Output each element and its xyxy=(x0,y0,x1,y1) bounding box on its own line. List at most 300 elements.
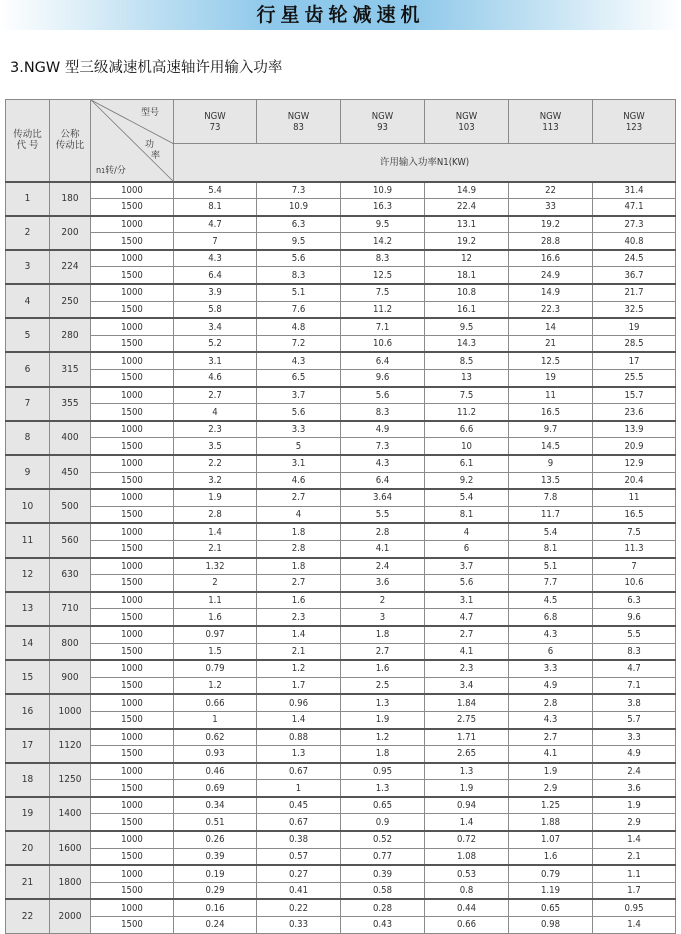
ratio-code-cell: 20 xyxy=(6,831,50,865)
speed-cell: 1500 xyxy=(91,917,174,934)
power-value-cell: 36.7 xyxy=(593,267,676,284)
power-value-cell: 1.3 xyxy=(257,746,341,763)
speed-cell: 1000 xyxy=(91,318,174,335)
power-value-cell: 0.93 xyxy=(174,746,257,763)
speed-cell: 1500 xyxy=(91,609,174,626)
power-value-cell: 27.3 xyxy=(593,216,676,233)
power-value-cell: 7 xyxy=(593,558,676,575)
power-value-cell: 16.5 xyxy=(509,404,593,421)
nominal-ratio-cell: 224 xyxy=(50,250,91,284)
header-ratio-code: 传动比 代 号 xyxy=(6,100,50,182)
speed-cell: 1000 xyxy=(91,284,174,301)
power-value-cell: 0.66 xyxy=(425,917,509,934)
power-value-cell: 0.67 xyxy=(257,814,341,831)
power-value-cell: 1.2 xyxy=(174,677,257,694)
power-value-cell: 3.2 xyxy=(174,472,257,489)
power-value-cell: 3.9 xyxy=(174,284,257,301)
speed-cell: 1000 xyxy=(91,523,174,540)
speed-cell: 1000 xyxy=(91,694,174,711)
power-value-cell: 0.9 xyxy=(341,814,425,831)
power-value-cell: 19.2 xyxy=(509,216,593,233)
nominal-ratio-cell: 630 xyxy=(50,558,91,592)
power-value-cell: 2.3 xyxy=(257,609,341,626)
power-value-cell: 7.5 xyxy=(425,387,509,404)
power-value-cell: 1.88 xyxy=(509,814,593,831)
power-value-cell: 3.3 xyxy=(509,660,593,677)
power-value-cell: 2.7 xyxy=(425,626,509,643)
power-value-cell: 2.4 xyxy=(593,763,676,780)
power-value-cell: 22.4 xyxy=(425,199,509,216)
power-value-cell: 1.4 xyxy=(257,711,341,728)
power-value-cell: 3.1 xyxy=(425,592,509,609)
ratio-code-cell: 8 xyxy=(6,421,50,455)
power-value-cell: 5.6 xyxy=(257,404,341,421)
table-row xyxy=(6,814,676,831)
header-model-5: NGW 113 xyxy=(509,100,593,144)
power-value-cell: 13.9 xyxy=(593,421,676,438)
power-value-cell: 2.3 xyxy=(425,660,509,677)
ratio-code-cell: 13 xyxy=(6,592,50,626)
power-value-cell: 8.3 xyxy=(257,267,341,284)
power-value-cell: 7.7 xyxy=(509,575,593,592)
power-value-cell: 2.7 xyxy=(174,387,257,404)
power-value-cell: 11.7 xyxy=(509,506,593,523)
power-value-cell: 1.1 xyxy=(593,865,676,882)
power-value-cell: 1.9 xyxy=(174,489,257,506)
table-row xyxy=(6,455,676,472)
power-value-cell: 1.3 xyxy=(341,780,425,797)
table-row xyxy=(6,540,676,557)
power-value-cell: 2.5 xyxy=(341,677,425,694)
speed-cell: 1500 xyxy=(91,643,174,660)
header-power-label: 许用输入功率N1(KW) xyxy=(174,144,676,182)
power-value-cell: 0.65 xyxy=(509,899,593,916)
speed-cell: 1500 xyxy=(91,814,174,831)
header-corner-cell xyxy=(91,100,174,182)
speed-cell: 1500 xyxy=(91,677,174,694)
power-value-cell: 9.2 xyxy=(425,472,509,489)
speed-cell: 1500 xyxy=(91,301,174,318)
power-value-cell: 0.43 xyxy=(341,917,425,934)
power-value-cell: 0.58 xyxy=(341,882,425,899)
power-value-cell: 1.6 xyxy=(341,660,425,677)
power-value-cell: 2.9 xyxy=(593,814,676,831)
table-row xyxy=(6,763,676,780)
table-row xyxy=(6,882,676,899)
power-value-cell: 19 xyxy=(593,318,676,335)
ratio-code-cell: 4 xyxy=(6,284,50,318)
power-value-cell: 4.9 xyxy=(593,746,676,763)
table-row xyxy=(6,404,676,421)
power-value-cell: 32.5 xyxy=(593,301,676,318)
power-value-cell: 3.1 xyxy=(257,455,341,472)
power-table xyxy=(5,99,676,934)
power-value-cell: 6 xyxy=(509,643,593,660)
power-value-cell: 2.4 xyxy=(341,558,425,575)
power-value-cell: 3.6 xyxy=(593,780,676,797)
power-value-cell: 4 xyxy=(174,404,257,421)
power-value-cell: 7.5 xyxy=(341,284,425,301)
power-value-cell: 2.1 xyxy=(257,643,341,660)
power-value-cell: 0.8 xyxy=(425,882,509,899)
power-value-cell: 16.3 xyxy=(341,199,425,216)
power-value-cell: 7.6 xyxy=(257,301,341,318)
speed-cell: 1000 xyxy=(91,558,174,575)
power-value-cell: 40.8 xyxy=(593,233,676,250)
power-value-cell: 19 xyxy=(509,370,593,387)
power-value-cell: 16.5 xyxy=(593,506,676,523)
power-value-cell: 9.5 xyxy=(257,233,341,250)
power-value-cell: 4.5 xyxy=(509,592,593,609)
speed-cell: 1500 xyxy=(91,780,174,797)
speed-cell: 1000 xyxy=(91,797,174,814)
header-model-6: NGW 123 xyxy=(593,100,676,144)
table-row xyxy=(6,848,676,865)
power-value-cell: 5.4 xyxy=(425,489,509,506)
power-value-cell: 1.07 xyxy=(509,831,593,848)
power-value-cell: 8.3 xyxy=(341,250,425,267)
power-value-cell: 11.3 xyxy=(593,540,676,557)
ratio-code-cell: 3 xyxy=(6,250,50,284)
power-value-cell: 0.24 xyxy=(174,917,257,934)
speed-cell: 1000 xyxy=(91,763,174,780)
power-value-cell: 13.1 xyxy=(425,216,509,233)
speed-cell: 1500 xyxy=(91,848,174,865)
power-value-cell: 6.8 xyxy=(509,609,593,626)
power-value-cell: 2.65 xyxy=(425,746,509,763)
power-value-cell: 5.6 xyxy=(257,250,341,267)
table-row xyxy=(6,199,676,216)
power-value-cell: 23.6 xyxy=(593,404,676,421)
power-value-cell: 1 xyxy=(174,711,257,728)
speed-cell: 1500 xyxy=(91,711,174,728)
speed-cell: 1000 xyxy=(91,626,174,643)
power-value-cell: 14.9 xyxy=(425,182,509,199)
table-row xyxy=(6,643,676,660)
nominal-ratio-cell: 800 xyxy=(50,626,91,660)
power-value-cell: 0.39 xyxy=(341,865,425,882)
speed-cell: 1500 xyxy=(91,199,174,216)
ratio-code-cell: 22 xyxy=(6,899,50,933)
power-value-cell: 8.1 xyxy=(425,506,509,523)
table-row xyxy=(6,523,676,540)
power-value-cell: 1.2 xyxy=(257,660,341,677)
speed-cell: 1500 xyxy=(91,540,174,557)
power-value-cell: 2.8 xyxy=(509,694,593,711)
power-value-cell: 0.72 xyxy=(425,831,509,848)
power-value-cell: 8.3 xyxy=(341,404,425,421)
header-model-3: NGW 93 xyxy=(341,100,425,144)
power-value-cell: 1.5 xyxy=(174,643,257,660)
power-value-cell: 1.8 xyxy=(257,523,341,540)
header-model-1: NGW 73 xyxy=(174,100,257,144)
power-value-cell: 0.44 xyxy=(425,899,509,916)
table-row xyxy=(6,421,676,438)
power-value-cell: 3.1 xyxy=(174,352,257,369)
power-value-cell: 4.9 xyxy=(509,677,593,694)
power-value-cell: 2.7 xyxy=(341,643,425,660)
speed-cell: 1000 xyxy=(91,729,174,746)
power-value-cell: 5.4 xyxy=(509,523,593,540)
power-value-cell: 2.3 xyxy=(174,421,257,438)
power-value-cell: 0.33 xyxy=(257,917,341,934)
power-value-cell: 4.9 xyxy=(341,421,425,438)
power-value-cell: 7.8 xyxy=(509,489,593,506)
table-row xyxy=(6,592,676,609)
table-row xyxy=(6,694,676,711)
table-row xyxy=(6,250,676,267)
power-value-cell: 6.6 xyxy=(425,421,509,438)
power-value-cell: 6.1 xyxy=(425,455,509,472)
power-value-cell: 0.16 xyxy=(174,899,257,916)
power-value-cell: 3.3 xyxy=(257,421,341,438)
nominal-ratio-cell: 280 xyxy=(50,318,91,352)
ratio-code-cell: 10 xyxy=(6,489,50,523)
table-row xyxy=(6,711,676,728)
power-value-cell: 0.26 xyxy=(174,831,257,848)
power-value-cell: 19.2 xyxy=(425,233,509,250)
nominal-ratio-cell: 180 xyxy=(50,182,91,216)
table-row xyxy=(6,746,676,763)
header-nominal-ratio: 公称 传动比 xyxy=(50,100,91,182)
power-value-cell: 7.2 xyxy=(257,335,341,352)
power-value-cell: 5.1 xyxy=(509,558,593,575)
power-value-cell: 3.4 xyxy=(174,318,257,335)
power-value-cell: 47.1 xyxy=(593,199,676,216)
power-value-cell: 0.29 xyxy=(174,882,257,899)
power-value-cell: 0.98 xyxy=(509,917,593,934)
power-value-cell: 0.27 xyxy=(257,865,341,882)
power-value-cell: 0.45 xyxy=(257,797,341,814)
nominal-ratio-cell: 250 xyxy=(50,284,91,318)
power-value-cell: 6.3 xyxy=(257,216,341,233)
ratio-code-cell: 7 xyxy=(6,387,50,421)
power-value-cell: 0.38 xyxy=(257,831,341,848)
table-row xyxy=(6,438,676,455)
power-value-cell: 6.3 xyxy=(593,592,676,609)
power-value-cell: 13 xyxy=(425,370,509,387)
table-row xyxy=(6,797,676,814)
header-model-2: NGW 83 xyxy=(257,100,341,144)
power-value-cell: 4.3 xyxy=(509,711,593,728)
power-value-cell: 14.5 xyxy=(509,438,593,455)
power-value-cell: 3.5 xyxy=(174,438,257,455)
power-value-cell: 0.28 xyxy=(341,899,425,916)
power-value-cell: 20.4 xyxy=(593,472,676,489)
nominal-ratio-cell: 1600 xyxy=(50,831,91,865)
ratio-code-cell: 5 xyxy=(6,318,50,352)
ratio-code-cell: 1 xyxy=(6,182,50,216)
corner-power-label-1: 功 xyxy=(145,140,155,150)
power-value-cell: 3.7 xyxy=(257,387,341,404)
power-value-cell: 0.66 xyxy=(174,694,257,711)
nominal-ratio-cell: 450 xyxy=(50,455,91,489)
speed-cell: 1500 xyxy=(91,404,174,421)
power-value-cell: 4.3 xyxy=(257,352,341,369)
power-value-cell: 5.4 xyxy=(174,182,257,199)
power-value-cell: 0.95 xyxy=(593,899,676,916)
power-value-cell: 11 xyxy=(593,489,676,506)
power-value-cell: 10.8 xyxy=(425,284,509,301)
power-value-cell: 7.3 xyxy=(257,182,341,199)
power-value-cell: 1.6 xyxy=(174,609,257,626)
corner-power-label-2: 率 xyxy=(151,151,161,161)
power-value-cell: 11.2 xyxy=(425,404,509,421)
power-value-cell: 8.1 xyxy=(174,199,257,216)
power-value-cell: 4.7 xyxy=(425,609,509,626)
power-value-cell: 1.7 xyxy=(593,882,676,899)
power-value-cell: 0.46 xyxy=(174,763,257,780)
table-row xyxy=(6,301,676,318)
speed-cell: 1500 xyxy=(91,335,174,352)
power-value-cell: 31.4 xyxy=(593,182,676,199)
power-value-cell: 1.4 xyxy=(174,523,257,540)
speed-cell: 1000 xyxy=(91,489,174,506)
ratio-code-cell: 9 xyxy=(6,455,50,489)
nominal-ratio-cell: 400 xyxy=(50,421,91,455)
table-row xyxy=(6,729,676,746)
power-value-cell: 3.8 xyxy=(593,694,676,711)
table-row xyxy=(6,865,676,882)
power-value-cell: 1.25 xyxy=(509,797,593,814)
power-value-cell: 0.51 xyxy=(174,814,257,831)
nominal-ratio-cell: 560 xyxy=(50,523,91,557)
power-value-cell: 33 xyxy=(509,199,593,216)
power-value-cell: 5.7 xyxy=(593,711,676,728)
power-value-cell: 7.5 xyxy=(593,523,676,540)
table-row xyxy=(6,352,676,369)
power-value-cell: 0.95 xyxy=(341,763,425,780)
power-value-cell: 4.1 xyxy=(341,540,425,557)
power-value-cell: 1.84 xyxy=(425,694,509,711)
speed-cell: 1000 xyxy=(91,865,174,882)
section-title: 3.NGW 型三级减速机高速轴许用输入功率 xyxy=(10,60,283,76)
power-value-cell: 9.6 xyxy=(341,370,425,387)
speed-cell: 1000 xyxy=(91,250,174,267)
power-value-cell: 0.52 xyxy=(341,831,425,848)
nominal-ratio-cell: 2000 xyxy=(50,899,91,933)
power-value-cell: 11 xyxy=(509,387,593,404)
power-value-cell: 22 xyxy=(509,182,593,199)
power-value-cell: 5.6 xyxy=(425,575,509,592)
power-value-cell: 1.7 xyxy=(257,677,341,694)
table-row xyxy=(6,489,676,506)
power-value-cell: 0.79 xyxy=(174,660,257,677)
power-value-cell: 3.6 xyxy=(341,575,425,592)
power-value-cell: 12.9 xyxy=(593,455,676,472)
power-value-cell: 2.1 xyxy=(174,540,257,557)
power-value-cell: 0.62 xyxy=(174,729,257,746)
power-value-cell: 14 xyxy=(509,318,593,335)
power-value-cell: 2.8 xyxy=(174,506,257,523)
power-value-cell: 14.2 xyxy=(341,233,425,250)
power-value-cell: 1.4 xyxy=(257,626,341,643)
power-value-cell: 4 xyxy=(257,506,341,523)
power-value-cell: 1.4 xyxy=(425,814,509,831)
power-value-cell: 20.9 xyxy=(593,438,676,455)
power-value-cell: 17 xyxy=(593,352,676,369)
power-value-cell: 2.8 xyxy=(341,523,425,540)
table-row xyxy=(6,831,676,848)
ratio-code-cell: 14 xyxy=(6,626,50,660)
ratio-code-cell: 16 xyxy=(6,694,50,728)
speed-cell: 1000 xyxy=(91,352,174,369)
power-value-cell: 10.6 xyxy=(593,575,676,592)
power-value-cell: 18.1 xyxy=(425,267,509,284)
power-value-cell: 9.5 xyxy=(341,216,425,233)
power-value-cell: 1.9 xyxy=(509,763,593,780)
power-value-cell: 1.9 xyxy=(341,711,425,728)
power-value-cell: 0.34 xyxy=(174,797,257,814)
power-value-cell: 2 xyxy=(341,592,425,609)
power-value-cell: 24.9 xyxy=(509,267,593,284)
nominal-ratio-cell: 1250 xyxy=(50,763,91,797)
table-row xyxy=(6,267,676,284)
power-value-cell: 4.1 xyxy=(425,643,509,660)
header-model-4: NGW 103 xyxy=(425,100,509,144)
power-value-cell: 1.4 xyxy=(593,917,676,934)
speed-cell: 1500 xyxy=(91,575,174,592)
power-value-cell: 1.8 xyxy=(257,558,341,575)
speed-cell: 1000 xyxy=(91,421,174,438)
power-value-cell: 1.8 xyxy=(341,746,425,763)
ratio-code-cell: 15 xyxy=(6,660,50,694)
power-value-cell: 0.53 xyxy=(425,865,509,882)
power-value-cell: 25.5 xyxy=(593,370,676,387)
power-value-cell: 11.2 xyxy=(341,301,425,318)
power-value-cell: 0.77 xyxy=(341,848,425,865)
power-value-cell: 2 xyxy=(174,575,257,592)
power-value-cell: 5 xyxy=(257,438,341,455)
speed-cell: 1000 xyxy=(91,899,174,916)
table-row xyxy=(6,318,676,335)
power-value-cell: 1.2 xyxy=(341,729,425,746)
power-value-cell: 10.6 xyxy=(341,335,425,352)
power-value-cell: 9 xyxy=(509,455,593,472)
power-value-cell: 8.1 xyxy=(509,540,593,557)
nominal-ratio-cell: 900 xyxy=(50,660,91,694)
power-value-cell: 5.8 xyxy=(174,301,257,318)
nominal-ratio-cell: 710 xyxy=(50,592,91,626)
power-value-cell: 3.3 xyxy=(593,729,676,746)
power-value-cell: 1.6 xyxy=(257,592,341,609)
table-row xyxy=(6,626,676,643)
ratio-code-cell: 19 xyxy=(6,797,50,831)
speed-cell: 1500 xyxy=(91,506,174,523)
ratio-code-cell: 21 xyxy=(6,865,50,899)
table-row xyxy=(6,387,676,404)
table-row xyxy=(6,472,676,489)
power-value-cell: 16.1 xyxy=(425,301,509,318)
table-row xyxy=(6,660,676,677)
power-value-cell: 1.3 xyxy=(341,694,425,711)
nominal-ratio-cell: 200 xyxy=(50,216,91,250)
corner-speed-label: n1转/分 xyxy=(96,166,126,176)
table-row xyxy=(6,575,676,592)
ratio-code-cell: 6 xyxy=(6,352,50,386)
power-value-cell: 1.32 xyxy=(174,558,257,575)
power-value-cell: 4.7 xyxy=(593,660,676,677)
power-value-cell: 12.5 xyxy=(509,352,593,369)
speed-cell: 1500 xyxy=(91,438,174,455)
power-value-cell: 2.9 xyxy=(509,780,593,797)
power-value-cell: 28.8 xyxy=(509,233,593,250)
power-value-cell: 9.6 xyxy=(593,609,676,626)
power-value-cell: 15.7 xyxy=(593,387,676,404)
power-value-cell: 1.08 xyxy=(425,848,509,865)
table-row xyxy=(6,370,676,387)
power-value-cell: 9.7 xyxy=(509,421,593,438)
